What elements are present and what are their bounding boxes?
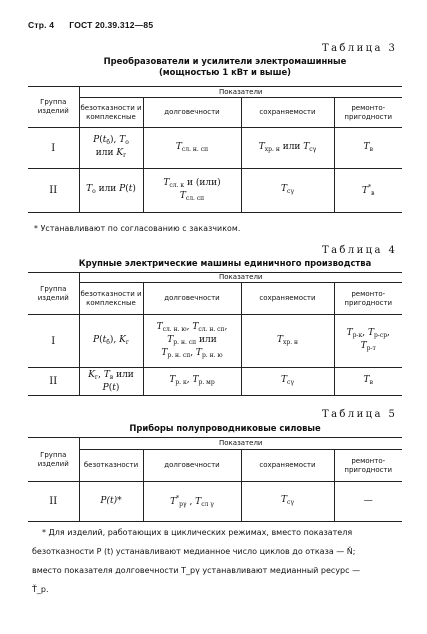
col-indicators-header: Показатели — [79, 87, 402, 98]
cell-maintainability: $T_в$ — [334, 128, 402, 169]
col-storability-header: сохраняемости — [241, 283, 334, 315]
col-maintainability-header: ремонто-пригодности — [334, 98, 402, 128]
cell-maintainability: $T_в$ — [334, 368, 402, 396]
footnote — [32, 523, 404, 599]
cell-storability: $T_{хр. н}$ или $T_{с\gamma}$ — [241, 128, 334, 169]
row-group: II — [28, 482, 79, 522]
table-title: Приборы полупроводниковые силовые — [129, 423, 321, 433]
footnote-line: безотказности P (t) устанавливают медианное число циклов до отказа — Ň; — [32, 547, 356, 556]
cell-maintainability: — — [334, 482, 402, 522]
cell-maintainability: $T^*_в$ — [334, 169, 402, 213]
row-group: II — [28, 368, 79, 396]
cell-durability: $T_{р. к}$, $T_{р. мр}$ — [143, 368, 241, 396]
col-durability-header: долговечности — [143, 450, 241, 482]
table-label: Таблица 4 — [322, 245, 398, 256]
row-group: I — [28, 128, 79, 169]
col-group-header: Группа изделий — [28, 438, 79, 482]
cell-failsafe: $P(t_б)$, $K_г$ — [79, 315, 143, 368]
cell-storability: $T_{с\gamma}$ — [241, 368, 334, 396]
table-title: Крупные электрические машины единичного производства — [78, 258, 372, 268]
cell-durability: $T_{сл. к}$ и (или) $T_{сл. сп}$ — [143, 169, 241, 213]
cell-failsafe: P(t)* — [79, 482, 143, 522]
col-storability-header: сохраняемости — [241, 98, 334, 128]
table-title-line: Преобразователи и усилители электромашинные — [103, 56, 347, 66]
table-4 — [28, 272, 402, 396]
table-note: * Устанавливают по согласованию с заказчиком. — [34, 224, 241, 233]
col-maintainability-header: ремонто-пригодности — [334, 450, 402, 482]
row-group: II — [28, 169, 79, 213]
col-failsafe-header: безотказности и комплексные — [79, 98, 143, 128]
col-indicators-header: Показатели — [79, 438, 402, 450]
cell-failsafe: $T_о$ или P(t) — [79, 169, 143, 213]
cell-durability: $T_{сл. н. ю}$, $T_{сл. н. сп}$, $T_{р. н. сп}$ или $T_{р. н. сп}$, $T_{р. н. ю}$ — [143, 315, 241, 368]
standard-code: ГОСТ 20.39.312—85 — [69, 20, 154, 30]
cell-failsafe: $P(t_б)$, $T_о$ или $K_г$ — [79, 128, 143, 169]
col-group-header: Группа изделий — [28, 87, 79, 128]
col-durability-header: долговечности — [143, 98, 241, 128]
col-failsafe-header: безотказности и комплексные — [79, 283, 143, 315]
cell-durability: $T^*_{р\gamma}$ , $T_{сл \gamma}$ — [143, 482, 241, 522]
table-label: Таблица 5 — [322, 409, 398, 420]
table-label: Таблица 3 — [322, 43, 398, 54]
col-group-header: Группа изделий — [28, 273, 79, 315]
page-number: Стр. 4 — [28, 20, 55, 30]
cell-durability: $T_{сл. н. сп}$ — [143, 128, 241, 169]
cell-failsafe: $K_г$, $T_в$ или P(t) — [79, 368, 143, 396]
cell-storability: $T_{с\gamma}$ — [241, 169, 334, 213]
footnote-line: * Для изделий, работающих в циклических режимах, вместо показателя — [42, 528, 353, 537]
page-header — [28, 20, 153, 30]
table-title — [40, 56, 410, 78]
col-indicators-header: Показатели — [79, 273, 402, 283]
footnote-line: Ť_р. — [32, 585, 49, 594]
col-durability-header: долговечности — [143, 283, 241, 315]
table-3 — [28, 86, 402, 213]
col-storability-header: сохраняемости — [241, 450, 334, 482]
cell-maintainability: $T_{р-к}$, $T_{р-ср}$, $T_{р-т}$ — [334, 315, 402, 368]
cell-storability: $T_{с\gamma}$ — [241, 482, 334, 522]
col-failsafe-header: безотказности — [79, 450, 143, 482]
cell-storability: $T_{хр. н}$ — [241, 315, 334, 368]
table-title-line: (мощностью 1 кВт и выше) — [158, 67, 292, 77]
col-maintainability-header: ремонто-пригодности — [334, 283, 402, 315]
row-group: I — [28, 315, 79, 368]
table-5 — [28, 437, 402, 522]
footnote-line: вместо показателя долговечности T_рγ устанавливают медианный ресурс — — [32, 566, 361, 575]
